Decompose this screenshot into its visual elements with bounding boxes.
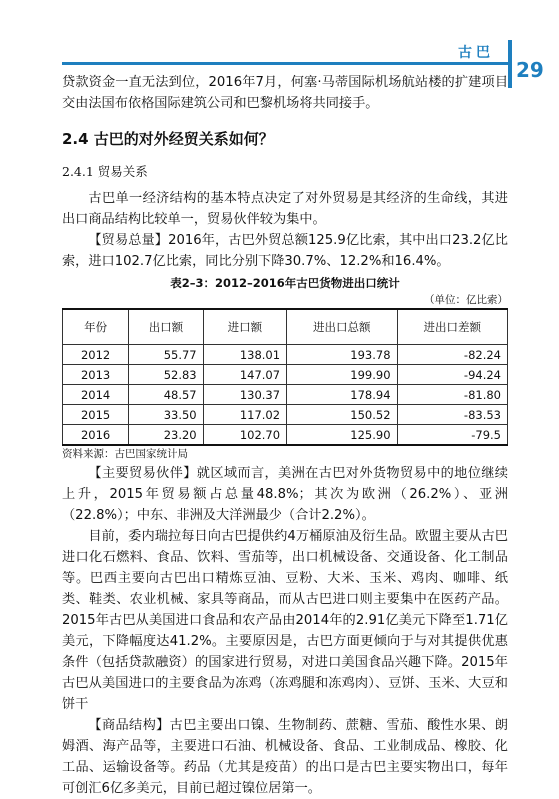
col-import: 进口额	[203, 309, 286, 345]
cell-balance: -79.5	[397, 425, 507, 446]
cell-import: 117.02	[203, 405, 286, 425]
cell-total: 150.52	[287, 405, 397, 425]
cell-export: 52.83	[129, 365, 203, 385]
cell-export: 23.20	[129, 425, 203, 446]
paragraph-partner-details: 目前，委内瑞拉每日向古巴提供约4万桶原油及衍生品。欧盟主要从古巴进口化石燃料、食品、饮料、雪茄等，出口机械设备、交通设备、化工制品等。巴西主要向古巴出口精炼豆油、豆粉、大米、玉米、鸡肉、咖啡、纸类、鞋类、农业机械、家具等商品，而从古巴进口则主要集中在医药产品。2015年古巴从美国进口食品和农产品由2014年的2.91亿美元下降至1.71亿美元，下降幅度达41.2%。主要原因是，古巴方面更倾向于与对其提供优惠条件（包括贷款融资）的国家进行贸易，对进口美国食品兴趣下降。2015年古巴从美国进口的主要食品为冻鸡（冻鸡腿和冻鸡肉）、豆饼、玉米、大豆和饼干	[62, 529, 508, 712]
table-source: 资料来源：古巴国家统计局	[62, 448, 188, 460]
cell-year: 2014	[63, 385, 129, 405]
table-row	[63, 345, 508, 365]
cell-total: 193.78	[287, 345, 397, 365]
cell-total: 178.94	[287, 385, 397, 405]
table-row	[63, 425, 508, 446]
paragraph-structure: 古巴单一经济结构的基本特点决定了对外贸易是其经济的生命线，其进出口商品结构比较单一，贸易伙伴较为集中。	[62, 191, 508, 227]
cell-total: 125.90	[287, 425, 397, 446]
cell-export: 55.77	[129, 345, 203, 365]
cell-import: 130.37	[203, 385, 286, 405]
paragraph-trade-total: 【贸易总量】2016年，古巴外贸总额125.9亿比索，其中出口23.2亿比索，进口102.7亿比索，同比分别下降30.7%、12.2%和16.4%。	[62, 233, 508, 269]
cell-year: 2012	[63, 345, 129, 365]
cell-balance: -81.80	[397, 385, 507, 405]
cell-year: 2013	[63, 365, 129, 385]
table-row	[63, 405, 508, 425]
page-number: 29	[516, 58, 544, 82]
cell-export: 48.57	[129, 385, 203, 405]
cell-balance: -94.24	[397, 365, 507, 385]
table-row	[63, 385, 508, 405]
subsection-title: 2.4.1 贸易关系	[62, 164, 148, 179]
cell-balance: -83.53	[397, 405, 507, 425]
header-rule	[62, 62, 508, 65]
intro-paragraph: 贷款资金一直无法到位，2016年7月，何塞·马蒂国际机场航站楼的扩建项目交由法国布依格国际建筑公司和巴黎机场将共同接手。	[62, 75, 508, 111]
col-year: 年份	[63, 309, 129, 345]
cell-import: 102.70	[203, 425, 286, 446]
trade-statistics-table	[62, 308, 508, 446]
cell-export: 33.50	[129, 405, 203, 425]
cell-import: 138.01	[203, 345, 286, 365]
page-body	[62, 72, 508, 799]
cell-import: 147.07	[203, 365, 286, 385]
section-title: 2.4 古巴的对外经贸关系如何？	[62, 130, 274, 148]
table-header-row	[63, 309, 508, 345]
col-balance: 进出口差额	[397, 309, 507, 345]
running-header-country: 古巴	[458, 45, 494, 61]
table-caption: 表2–3：2012–2016年古巴货物进出口统计	[170, 276, 400, 290]
paragraph-trade-partners: 【主要贸易伙伴】就区域而言，美洲在古巴对外货物贸易中的地位继续上升，2015年贸易额占总量48.8%；其次为欧洲（26.2%）、亚洲（22.8%）；中东、非洲及大洋洲最少（合计2.2%）。	[62, 466, 508, 523]
col-total: 进出口总额	[287, 309, 397, 345]
paragraph-commodity-structure: 【商品结构】古巴主要出口镍、生物制药、蔗糖、雪茄、酸性水果、朗姆酒、海产品等，主要进口石油、机械设备、食品、工业制成品、橡胶、化工品、运输设备等。药品（尤其是疫苗）的出口是古巴主要实物出口，每年可创汇6亿多美元，目前已超过镍位居第一。	[62, 718, 508, 796]
table-unit: （单位：亿比索）	[424, 294, 508, 306]
table-row	[63, 365, 508, 385]
header-tab-marker	[508, 40, 512, 88]
cell-balance: -82.24	[397, 345, 507, 365]
col-export: 出口额	[129, 309, 203, 345]
cell-total: 199.90	[287, 365, 397, 385]
cell-year: 2015	[63, 405, 129, 425]
cell-year: 2016	[63, 425, 129, 446]
